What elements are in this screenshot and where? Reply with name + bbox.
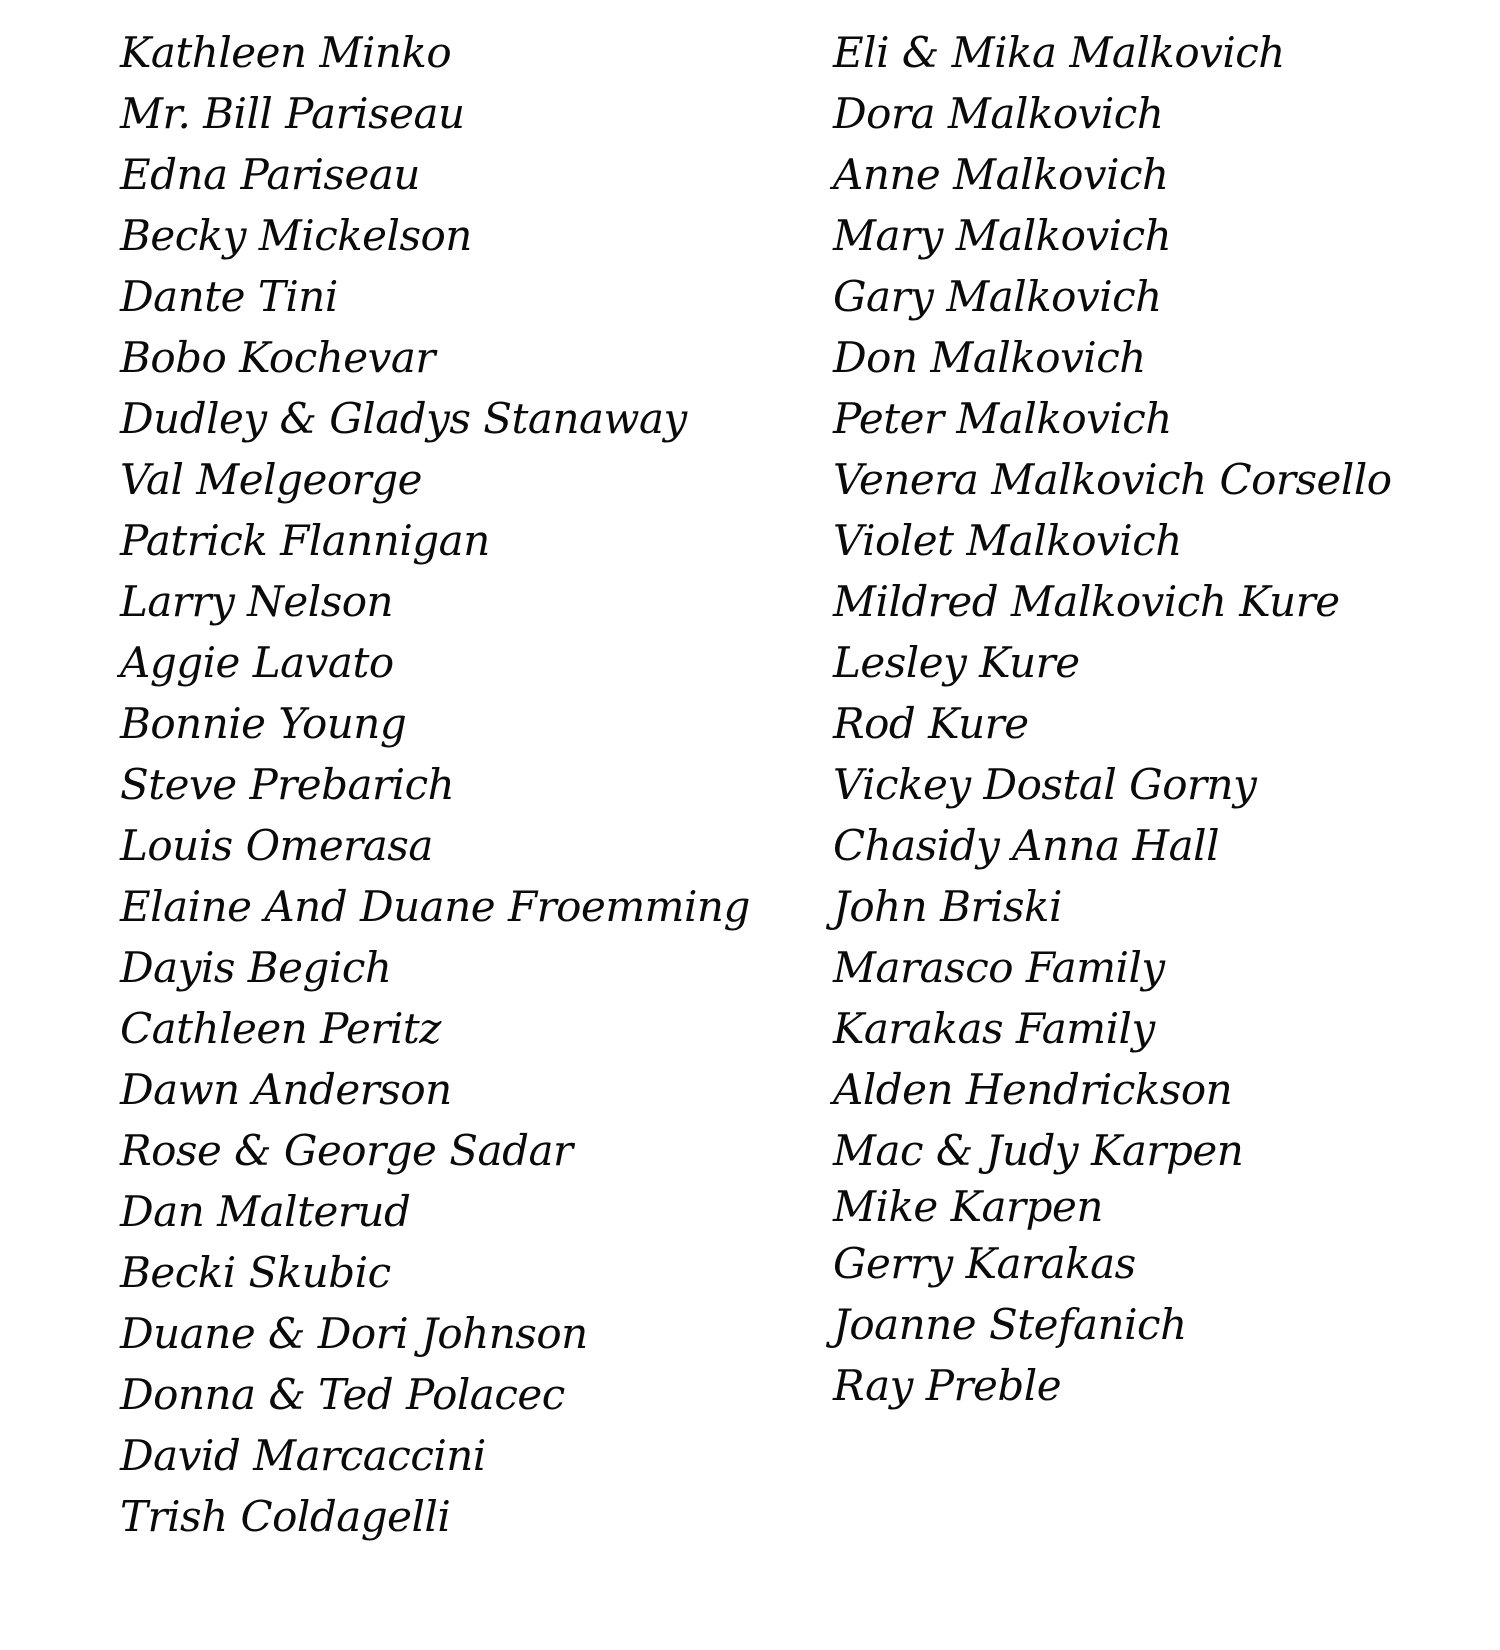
list-item: David Marcaccini [120,1431,486,1480]
list-item: Gerry Karakas [833,1239,1136,1288]
list-item: Mr. Bill Pariseau [120,89,465,138]
list-item: Marasco Family [833,943,1165,992]
list-item: Joanne Stefanich [833,1300,1187,1349]
list-item: Peter Malkovich [833,394,1172,443]
list-item: Mike Karpen [833,1182,1103,1231]
list-item: Becky Mickelson [120,211,472,260]
list-item: Violet Malkovich [833,516,1182,565]
list-item: Ray Preble [833,1361,1062,1410]
list-item: John Briski [833,882,1062,931]
list-item: Dayis Begich [120,943,392,992]
list-item: Louis Omerasa [120,821,433,870]
right-name-column [833,22,1453,1416]
list-item: Val Melgeorge [120,455,422,504]
list-item: Anne Malkovich [833,150,1169,199]
list-item: Gary Malkovich [833,272,1162,321]
list-item: Chasidy Anna Hall [833,821,1220,870]
list-item: Edna Pariseau [120,150,420,199]
list-item: Trish Coldagelli [120,1492,451,1541]
list-item: Larry Nelson [120,577,394,626]
list-item: Karakas Family [833,1004,1155,1053]
list-item: Patrick Flannigan [120,516,490,565]
list-item: Eli & Mika Malkovich [833,28,1285,77]
list-item: Dante Tini [120,272,338,321]
list-item: Aggie Lavato [120,638,394,687]
list-item: Dora Malkovich [833,89,1164,138]
list-item: Bobo Kochevar [120,333,435,382]
list-item: Becki Skubic [120,1248,391,1297]
list-item: Don Malkovich [833,333,1146,382]
list-item: Rose & George Sadar [120,1126,573,1175]
list-item: Mildred Malkovich Kure [833,577,1340,626]
list-item: Dawn Anderson [120,1065,452,1114]
list-item: Donna & Ted Polacec [120,1370,565,1419]
list-item: Dudley & Gladys Stanaway [120,394,687,443]
list-item: Venera Malkovich Corsello [833,455,1392,504]
list-item: Mary Malkovich [833,211,1172,260]
list-item: Alden Hendrickson [833,1065,1233,1114]
list-item: Cathleen Peritz [120,1004,441,1053]
list-item: Elaine And Duane Froemming [120,882,750,931]
left-name-column [120,22,760,1547]
list-item: Kathleen Minko [120,28,452,77]
list-item: Duane & Dori Johnson [120,1309,588,1358]
list-item: Mac & Judy Karpen [833,1126,1244,1175]
list-item: Vickey Dostal Gorny [833,760,1257,809]
list-item: Lesley Kure [833,638,1080,687]
list-item: Steve Prebarich [120,760,455,809]
list-item: Dan Malterud [120,1187,411,1236]
list-item: Bonnie Young [120,699,407,748]
list-item: Rod Kure [833,699,1029,748]
